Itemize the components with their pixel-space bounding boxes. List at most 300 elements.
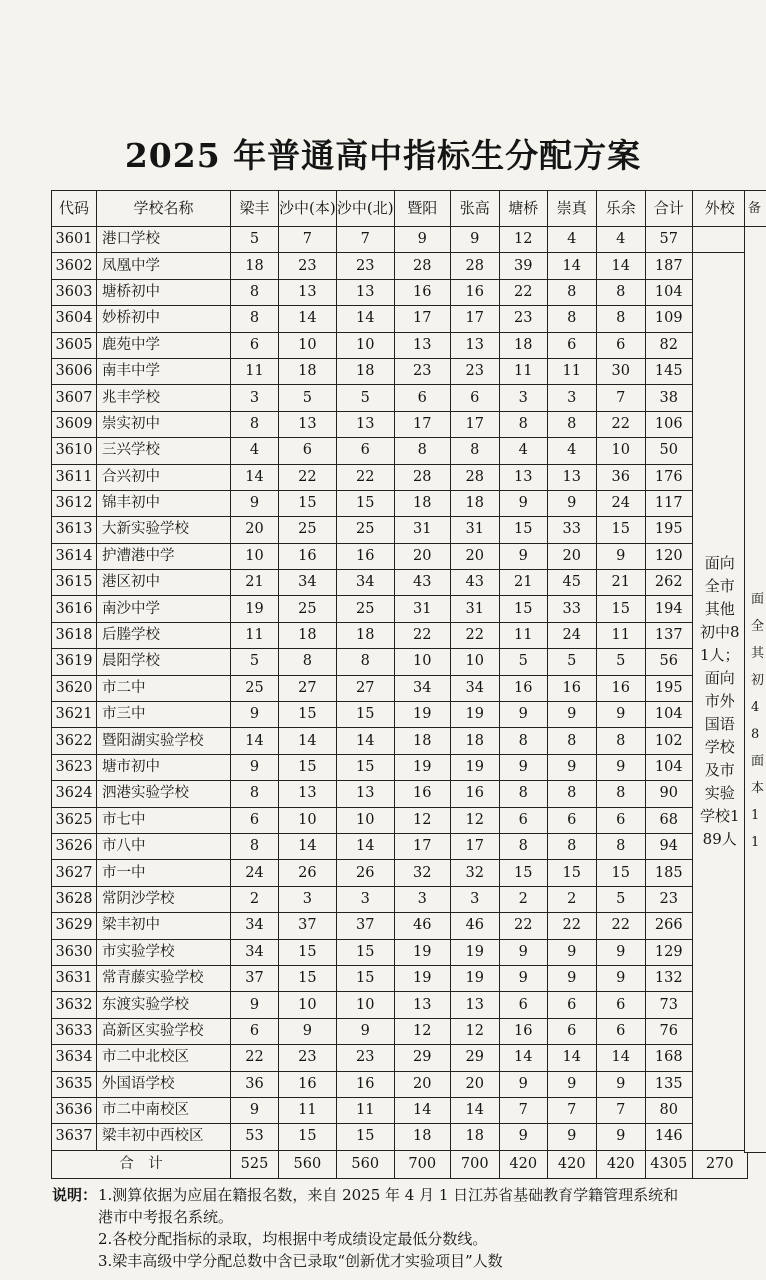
quota-value: 4 <box>499 438 547 464</box>
quota-value: 14 <box>336 833 394 859</box>
quota-value: 22 <box>394 622 450 648</box>
quota-value: 28 <box>450 464 499 490</box>
quota-value: 29 <box>394 1045 450 1071</box>
quota-value: 16 <box>394 781 450 807</box>
note-item: 2.各校分配指标的录取，均根据中考成绩设定最低分数线。 <box>98 1230 488 1248</box>
total-value: 560 <box>336 1150 394 1178</box>
quota-value: 39 <box>499 253 547 279</box>
header-col: 暨阳 <box>394 191 450 227</box>
school-code: 3615 <box>52 570 97 596</box>
school-code: 3602 <box>52 253 97 279</box>
table-row <box>52 596 748 622</box>
school-name: 塘市初中 <box>97 754 231 780</box>
quota-value: 5 <box>499 649 547 675</box>
quota-value: 10 <box>336 332 394 358</box>
table-row <box>52 781 748 807</box>
quota-value: 10 <box>336 807 394 833</box>
quota-value: 9 <box>231 490 279 516</box>
quota-value: 10 <box>336 992 394 1018</box>
table-row <box>52 992 748 1018</box>
table-row <box>52 675 748 701</box>
quota-value: 20 <box>450 1071 499 1097</box>
quota-value: 10 <box>279 332 337 358</box>
row-total: 109 <box>645 306 692 332</box>
quota-value: 15 <box>336 1124 394 1150</box>
row-total: 82 <box>645 332 692 358</box>
quota-value: 12 <box>394 807 450 833</box>
quota-value: 13 <box>279 781 337 807</box>
school-code: 3629 <box>52 913 97 939</box>
quota-value: 9 <box>596 1071 645 1097</box>
quota-value: 8 <box>596 833 645 859</box>
quota-value: 3 <box>231 385 279 411</box>
school-code: 3637 <box>52 1124 97 1150</box>
row-total: 57 <box>645 227 692 253</box>
quota-value: 14 <box>279 728 337 754</box>
row-total: 23 <box>645 886 692 912</box>
quota-value: 17 <box>450 306 499 332</box>
quota-value: 16 <box>336 543 394 569</box>
quota-value: 14 <box>596 1045 645 1071</box>
quota-value: 13 <box>450 332 499 358</box>
quota-value: 30 <box>596 358 645 384</box>
quota-value: 16 <box>450 781 499 807</box>
quota-value: 8 <box>596 306 645 332</box>
quota-value: 7 <box>547 1097 596 1123</box>
quota-value: 6 <box>231 332 279 358</box>
school-code: 3621 <box>52 702 97 728</box>
quota-value: 7 <box>596 1097 645 1123</box>
quota-value: 46 <box>450 913 499 939</box>
quota-value: 6 <box>596 332 645 358</box>
quota-value: 18 <box>394 1124 450 1150</box>
row-total: 195 <box>645 675 692 701</box>
school-name: 塘桥初中 <box>97 279 231 305</box>
quota-value: 25 <box>279 517 337 543</box>
quota-value: 8 <box>547 306 596 332</box>
quota-value: 12 <box>394 1018 450 1044</box>
school-name: 常青藤实验学校 <box>97 965 231 991</box>
total-value: 420 <box>547 1150 596 1178</box>
row-total: 117 <box>645 490 692 516</box>
row-total: 120 <box>645 543 692 569</box>
quota-value: 15 <box>279 939 337 965</box>
quota-value: 17 <box>394 833 450 859</box>
quota-value: 9 <box>231 702 279 728</box>
row-total: 195 <box>645 517 692 543</box>
school-code: 3633 <box>52 1018 97 1044</box>
school-code: 3618 <box>52 622 97 648</box>
school-name: 梁丰初中 <box>97 913 231 939</box>
quota-value: 5 <box>596 886 645 912</box>
quota-value: 45 <box>547 570 596 596</box>
quota-value: 15 <box>596 517 645 543</box>
header-external: 外校 <box>692 191 747 227</box>
quota-value: 16 <box>450 279 499 305</box>
row-total: 262 <box>645 570 692 596</box>
quota-value: 6 <box>499 992 547 1018</box>
school-name: 晨阳学校 <box>97 649 231 675</box>
school-name: 东渡实验学校 <box>97 992 231 1018</box>
quota-value: 8 <box>499 728 547 754</box>
school-code: 3607 <box>52 385 97 411</box>
quota-value: 8 <box>547 728 596 754</box>
quota-value: 9 <box>231 754 279 780</box>
quota-value: 8 <box>450 438 499 464</box>
table-row <box>52 1097 748 1123</box>
quota-value: 43 <box>450 570 499 596</box>
quota-value: 19 <box>450 939 499 965</box>
external-blank <box>692 227 747 253</box>
school-code: 3623 <box>52 754 97 780</box>
school-name: 市实验学校 <box>97 939 231 965</box>
quota-value: 9 <box>450 227 499 253</box>
quota-value: 18 <box>336 358 394 384</box>
quota-value: 8 <box>231 781 279 807</box>
external-allocation-cell <box>692 253 747 1150</box>
school-name: 高新区实验学校 <box>97 1018 231 1044</box>
quota-value: 9 <box>547 754 596 780</box>
table-row <box>52 517 748 543</box>
quota-value: 28 <box>394 253 450 279</box>
table-row <box>52 438 748 464</box>
quota-value: 17 <box>450 411 499 437</box>
quota-value: 2 <box>499 886 547 912</box>
quota-value: 9 <box>279 1018 337 1044</box>
table-row <box>52 464 748 490</box>
quota-value: 22 <box>450 622 499 648</box>
quota-value: 15 <box>547 860 596 886</box>
row-total: 102 <box>645 728 692 754</box>
total-value: 420 <box>596 1150 645 1178</box>
quota-value: 15 <box>336 754 394 780</box>
quota-value: 23 <box>279 1045 337 1071</box>
quota-value: 7 <box>336 227 394 253</box>
quota-value: 9 <box>499 702 547 728</box>
table-row <box>52 306 748 332</box>
table-row <box>52 886 748 912</box>
table-row <box>52 860 748 886</box>
school-code: 3627 <box>52 860 97 886</box>
quota-value: 6 <box>450 385 499 411</box>
quota-value: 17 <box>394 306 450 332</box>
row-total: 137 <box>645 622 692 648</box>
school-name: 妙桥初中 <box>97 306 231 332</box>
row-total: 73 <box>645 992 692 1018</box>
quota-value: 9 <box>596 702 645 728</box>
quota-value: 13 <box>336 411 394 437</box>
quota-value: 6 <box>231 1018 279 1044</box>
school-name: 后塍学校 <box>97 622 231 648</box>
table-row <box>52 227 748 253</box>
quota-value: 19 <box>394 702 450 728</box>
quota-value: 22 <box>231 1045 279 1071</box>
row-total: 146 <box>645 1124 692 1150</box>
quota-value: 22 <box>596 913 645 939</box>
table-row <box>52 253 748 279</box>
school-code: 3610 <box>52 438 97 464</box>
quota-value: 15 <box>336 490 394 516</box>
quota-value: 32 <box>394 860 450 886</box>
table-row <box>52 358 748 384</box>
quota-value: 15 <box>499 596 547 622</box>
header-col: 沙中(本) <box>279 191 337 227</box>
quota-value: 29 <box>450 1045 499 1071</box>
school-name: 泗港实验学校 <box>97 781 231 807</box>
row-total: 187 <box>645 253 692 279</box>
quota-value: 9 <box>499 490 547 516</box>
quota-value: 11 <box>231 358 279 384</box>
header-col: 张高 <box>450 191 499 227</box>
row-total: 135 <box>645 1071 692 1097</box>
quota-value: 9 <box>547 1071 596 1097</box>
table-row <box>52 411 748 437</box>
row-total: 168 <box>645 1045 692 1071</box>
header-col: 乐余 <box>596 191 645 227</box>
row-total: 106 <box>645 411 692 437</box>
quota-value: 26 <box>336 860 394 886</box>
quota-value: 18 <box>450 728 499 754</box>
quota-value: 21 <box>231 570 279 596</box>
quota-value: 6 <box>231 807 279 833</box>
table-row <box>52 1071 748 1097</box>
row-total: 50 <box>645 438 692 464</box>
quota-value: 37 <box>336 913 394 939</box>
quota-value: 17 <box>394 411 450 437</box>
quota-value: 14 <box>231 728 279 754</box>
quota-value: 13 <box>336 781 394 807</box>
quota-value: 11 <box>336 1097 394 1123</box>
school-code: 3630 <box>52 939 97 965</box>
quota-value: 32 <box>450 860 499 886</box>
quota-value: 9 <box>336 1018 394 1044</box>
quota-value: 34 <box>450 675 499 701</box>
quota-value: 19 <box>450 754 499 780</box>
quota-value: 4 <box>547 438 596 464</box>
school-name: 鹿苑中学 <box>97 332 231 358</box>
quota-value: 16 <box>499 1018 547 1044</box>
quota-value: 2 <box>547 886 596 912</box>
quota-value: 8 <box>279 649 337 675</box>
quota-value: 12 <box>450 807 499 833</box>
school-name: 锦丰初中 <box>97 490 231 516</box>
school-code: 3603 <box>52 279 97 305</box>
quota-value: 28 <box>450 253 499 279</box>
quota-value: 7 <box>499 1097 547 1123</box>
quota-value: 6 <box>336 438 394 464</box>
table-row <box>52 728 748 754</box>
row-total: 38 <box>645 385 692 411</box>
quota-value: 26 <box>279 860 337 886</box>
quota-value: 19 <box>394 965 450 991</box>
quota-value: 9 <box>547 1124 596 1150</box>
quota-value: 46 <box>394 913 450 939</box>
quota-value: 10 <box>279 807 337 833</box>
quota-value: 16 <box>394 279 450 305</box>
quota-value: 20 <box>231 517 279 543</box>
quota-value: 7 <box>596 385 645 411</box>
notes-section <box>52 1184 766 1272</box>
quota-value: 8 <box>499 833 547 859</box>
quota-value: 6 <box>596 807 645 833</box>
quota-value: 8 <box>394 438 450 464</box>
quota-value: 8 <box>596 279 645 305</box>
quota-value: 3 <box>450 886 499 912</box>
quota-value: 14 <box>596 253 645 279</box>
quota-value: 9 <box>547 939 596 965</box>
quota-value: 11 <box>231 622 279 648</box>
quota-value: 13 <box>336 279 394 305</box>
quota-value: 18 <box>231 253 279 279</box>
school-code: 3601 <box>52 227 97 253</box>
total-row <box>52 1150 748 1178</box>
quota-value: 9 <box>499 754 547 780</box>
header-code: 代码 <box>52 191 97 227</box>
quota-value: 5 <box>231 649 279 675</box>
school-code: 3628 <box>52 886 97 912</box>
total-value: 560 <box>279 1150 337 1178</box>
quota-value: 18 <box>394 728 450 754</box>
quota-value: 15 <box>279 965 337 991</box>
quota-value: 28 <box>394 464 450 490</box>
quota-value: 9 <box>596 965 645 991</box>
quota-value: 19 <box>394 939 450 965</box>
quota-value: 11 <box>499 622 547 648</box>
quota-value: 33 <box>547 517 596 543</box>
external-allocation-note: 面向全市其他初中81人；面向市外国语学校及市实验学校189人 <box>699 554 740 849</box>
quota-value: 22 <box>279 464 337 490</box>
quota-value: 9 <box>499 1071 547 1097</box>
quota-value: 12 <box>499 227 547 253</box>
quota-value: 9 <box>596 754 645 780</box>
school-name: 护漕港中学 <box>97 543 231 569</box>
quota-value: 15 <box>279 1124 337 1150</box>
total-value: 700 <box>394 1150 450 1178</box>
school-code: 3624 <box>52 781 97 807</box>
quota-value: 8 <box>336 649 394 675</box>
school-code: 3632 <box>52 992 97 1018</box>
remarks-header: 备 <box>745 191 766 227</box>
page-title: 2025 年普通高中指标生分配方案 <box>124 136 642 175</box>
quota-value: 15 <box>336 939 394 965</box>
quota-value: 6 <box>279 438 337 464</box>
quota-value: 10 <box>450 649 499 675</box>
quota-value: 24 <box>547 622 596 648</box>
allocation-table <box>51 190 748 1179</box>
school-name: 梁丰初中西校区 <box>97 1124 231 1150</box>
quota-value: 15 <box>596 860 645 886</box>
table-row <box>52 1045 748 1071</box>
quota-value: 23 <box>279 253 337 279</box>
school-code: 3634 <box>52 1045 97 1071</box>
school-name: 市七中 <box>97 807 231 833</box>
total-external: 270 <box>692 1150 747 1178</box>
quota-value: 22 <box>336 464 394 490</box>
quota-value: 12 <box>450 1018 499 1044</box>
school-name: 凤凰中学 <box>97 253 231 279</box>
quota-value: 3 <box>547 385 596 411</box>
table-row <box>52 622 748 648</box>
school-code: 3620 <box>52 675 97 701</box>
table-row <box>52 1124 748 1150</box>
row-total: 76 <box>645 1018 692 1044</box>
quota-value: 9 <box>499 543 547 569</box>
quota-value: 8 <box>547 781 596 807</box>
quota-value: 34 <box>279 570 337 596</box>
quota-value: 13 <box>279 411 337 437</box>
table-row <box>52 939 748 965</box>
quota-value: 9 <box>394 227 450 253</box>
quota-value: 18 <box>450 490 499 516</box>
quota-value: 19 <box>450 702 499 728</box>
header-col: 沙中(北) <box>336 191 394 227</box>
note-item: 港市中考报名系统。 <box>98 1208 234 1226</box>
quota-value: 5 <box>231 227 279 253</box>
school-code: 3631 <box>52 965 97 991</box>
school-name: 南沙中学 <box>97 596 231 622</box>
school-code: 3622 <box>52 728 97 754</box>
row-total: 129 <box>645 939 692 965</box>
quota-value: 4 <box>547 227 596 253</box>
quota-value: 14 <box>336 728 394 754</box>
table-row <box>52 385 748 411</box>
school-code: 3609 <box>52 411 97 437</box>
table-row <box>52 279 748 305</box>
row-total: 90 <box>645 781 692 807</box>
quota-value: 15 <box>499 517 547 543</box>
quota-value: 22 <box>547 913 596 939</box>
header-col: 塘桥 <box>499 191 547 227</box>
school-code: 3636 <box>52 1097 97 1123</box>
school-code: 3612 <box>52 490 97 516</box>
quota-value: 15 <box>336 965 394 991</box>
quota-value: 8 <box>231 411 279 437</box>
school-code: 3606 <box>52 358 97 384</box>
quota-value: 5 <box>596 649 645 675</box>
school-name: 南丰中学 <box>97 358 231 384</box>
school-name: 市二中 <box>97 675 231 701</box>
quota-value: 14 <box>547 253 596 279</box>
quota-value: 8 <box>547 411 596 437</box>
quota-value: 3 <box>336 886 394 912</box>
quota-value: 6 <box>547 807 596 833</box>
quota-value: 5 <box>336 385 394 411</box>
quota-value: 15 <box>336 702 394 728</box>
quota-value: 25 <box>279 596 337 622</box>
school-name: 市一中 <box>97 860 231 886</box>
school-name: 市二中北校区 <box>97 1045 231 1071</box>
quota-value: 14 <box>450 1097 499 1123</box>
quota-value: 25 <box>336 596 394 622</box>
quota-value: 9 <box>231 992 279 1018</box>
quota-value: 6 <box>547 332 596 358</box>
quota-value: 14 <box>394 1097 450 1123</box>
row-total: 80 <box>645 1097 692 1123</box>
table-row <box>52 965 748 991</box>
quota-value: 16 <box>499 675 547 701</box>
quota-value: 11 <box>547 358 596 384</box>
quota-value: 21 <box>499 570 547 596</box>
school-code: 3635 <box>52 1071 97 1097</box>
quota-value: 6 <box>596 992 645 1018</box>
row-total: 56 <box>645 649 692 675</box>
quota-value: 36 <box>231 1071 279 1097</box>
quota-value: 9 <box>547 490 596 516</box>
table-row <box>52 1018 748 1044</box>
quota-value: 37 <box>231 965 279 991</box>
quota-value: 34 <box>231 913 279 939</box>
notes-label: 说明： <box>52 1186 98 1204</box>
